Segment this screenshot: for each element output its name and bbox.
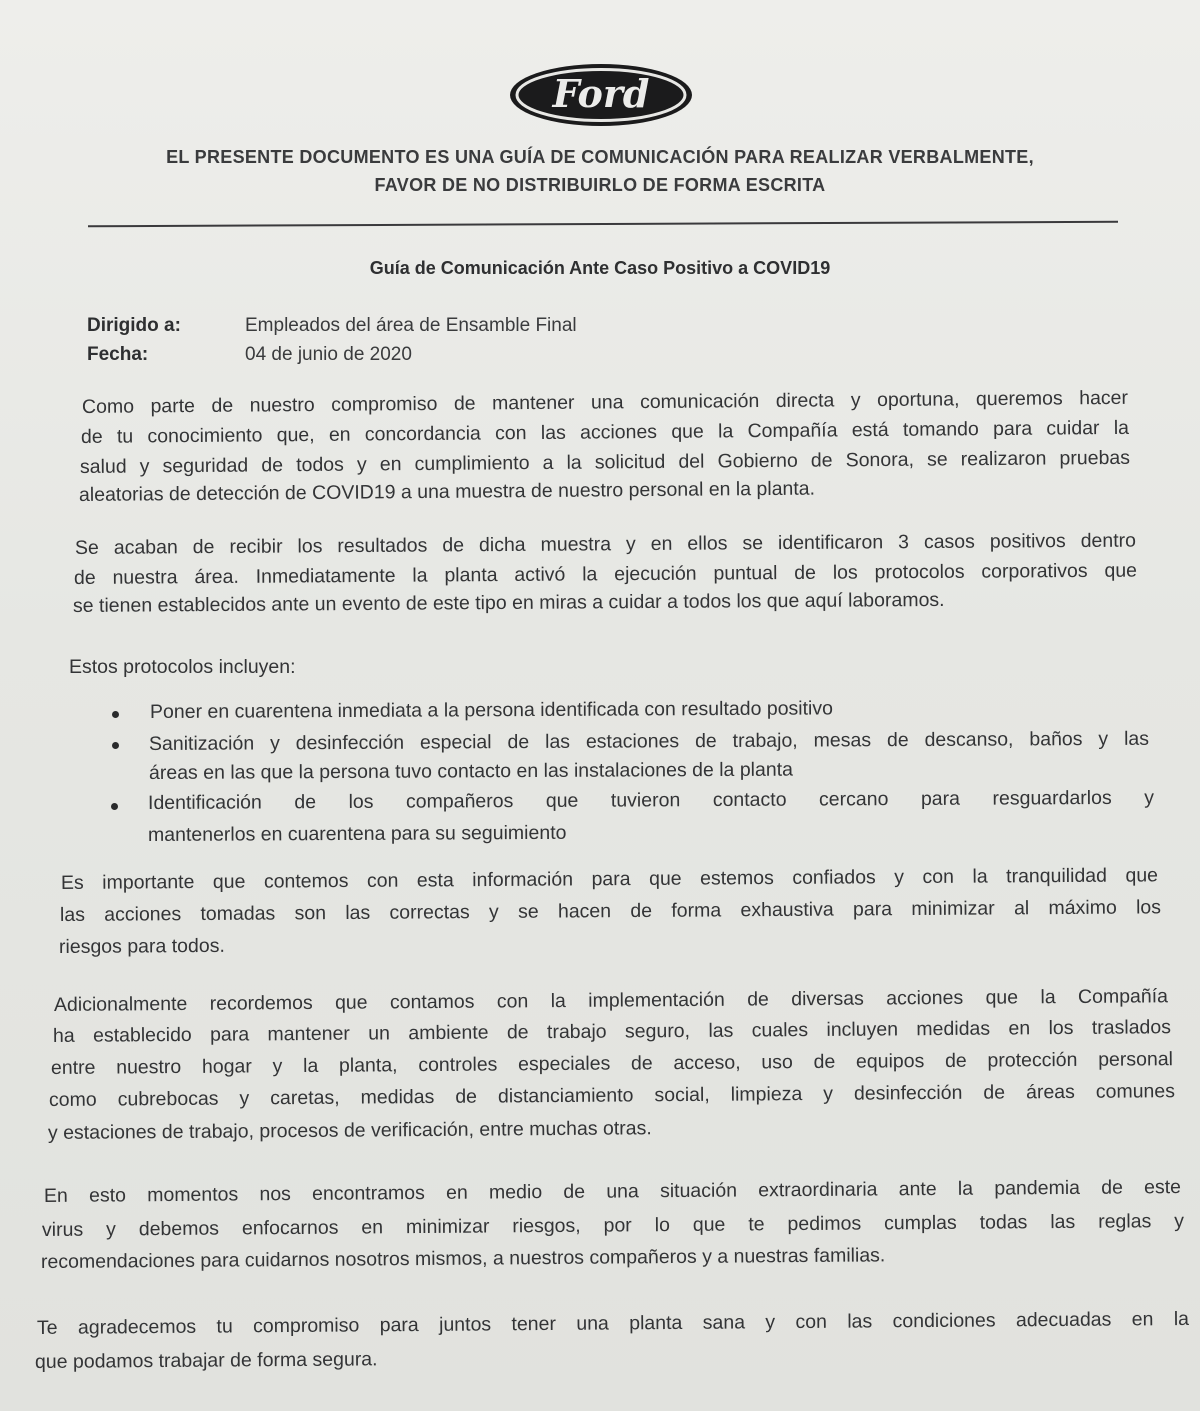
text-line: entre nuestro hogar y la planta, controles especiales de acceso, uso de equipos de protección personal [50, 1048, 1174, 1079]
list-item-text: mantenerlos en cuarentena para su seguimiento [147, 821, 567, 846]
text-line: de nuestra área. Inmediatamente la planta activó la ejecución puntual de los protocolos corporativos que [73, 559, 1138, 589]
text-line: que podamos trabajar de forma segura. [34, 1348, 378, 1373]
text-line: recomendaciones para cuidarnos nosotros mismos, a nuestros compañeros y a nuestras familias. [40, 1244, 886, 1273]
date-label: Fecha: [87, 344, 149, 365]
text-line: como cubrebocas y caretas, medidas de distanciamiento social, limpieza y desinfección de áreas comunes [48, 1080, 1176, 1111]
text-line: Te agradecemos tu compromiso para juntos tener una planta sana y con las condiciones adecuadas en la [36, 1307, 1190, 1339]
text-line: Como parte de nuestro compromiso de mantener una comunicación directa y oportuna, queremos hacer [81, 386, 1129, 418]
ford-oval-icon [508, 62, 694, 128]
text-line: virus y debemos enfocarnos en minimizar riesgos, por lo que te pedimos cumplas todas las reglas y [41, 1210, 1185, 1241]
text-line: Se acaban de recibir los resultados de dicha muestra y en ellos se identificaron 3 casos positivos dentro [74, 529, 1137, 559]
text-line: se tienen establecidos ante un evento de este tipo en miras a cuidar a todos los que aquí laboramos. [72, 588, 945, 617]
text-line: En esto momentos nos encontramos en medio de una situación extraordinaria ante la pandemia de este [43, 1176, 1182, 1207]
text-line: y estaciones de trabajo, procesos de verificación, entre muchas otras. [47, 1117, 652, 1144]
document-title: Guía de Comunicación Ante Caso Positivo a COVID19 [369, 258, 831, 278]
addressed-value: Empleados del área de Ensamble Final [245, 315, 577, 336]
text-line: riesgos para todos. [58, 934, 225, 958]
text-line: salud y seguridad de todos y en cumplimiento a la solicitud del Gobierno de Sonora, se realizaron pruebas [79, 446, 1131, 478]
text-line: ha establecido para mantener un ambiente de trabajo seguro, las cuales incluyen medidas en los traslados [52, 1016, 1172, 1047]
protocols-intro: Estos protocolos incluyen: [69, 656, 296, 678]
notice-line-1: EL PRESENTE DOCUMENTO ES UNA GUÍA DE COMUNICACIÓN PARA REALIZAR VERBALMENTE, [166, 147, 1034, 167]
text-line: las acciones tomadas son las correctas y se hacen de forma exhaustiva para minimizar al máximo los [59, 896, 1162, 926]
ford-logo [508, 62, 694, 128]
list-item-text: Poner en cuarentena inmediata a la persona identificada con resultado positivo [149, 697, 834, 723]
text-line: Es importante que contemos con esta información para que estemos confiados y con la tranquilidad que [60, 864, 1159, 894]
text-line: de tu conocimiento que, en concordancia con las acciones que la Compañía está tomando para cuidar la [80, 416, 1130, 448]
text-line: aleatorias de detección de COVID19 a una muestra de nuestro personal en la planta. [78, 477, 816, 506]
addressed-label: Dirigido a: [87, 315, 181, 336]
bullet-icon [111, 803, 118, 810]
list-item-text: áreas en las que la persona tuvo contacto en las instalaciones de la planta [148, 758, 793, 784]
bullet-icon [112, 711, 119, 718]
date-value: 04 de junio de 2020 [245, 344, 412, 365]
list-item-text: Identificación de los compañeros que tuvieron contacto cercano para resguardarlos y [147, 786, 1155, 814]
divider [88, 221, 1118, 227]
notice-line-2: FAVOR DE NO DISTRIBUIRLO DE FORMA ESCRITA [374, 175, 826, 195]
ford-logo-text: Ford [552, 71, 650, 116]
bullet-icon [112, 742, 119, 749]
list-item-text: Sanitización y desinfección especial de las estaciones de trabajo, mesas de descanso, baños y las [148, 727, 1150, 755]
text-line: Adicionalmente recordemos que contamos con la implementación de diversas acciones que la Compañía [53, 985, 1169, 1016]
